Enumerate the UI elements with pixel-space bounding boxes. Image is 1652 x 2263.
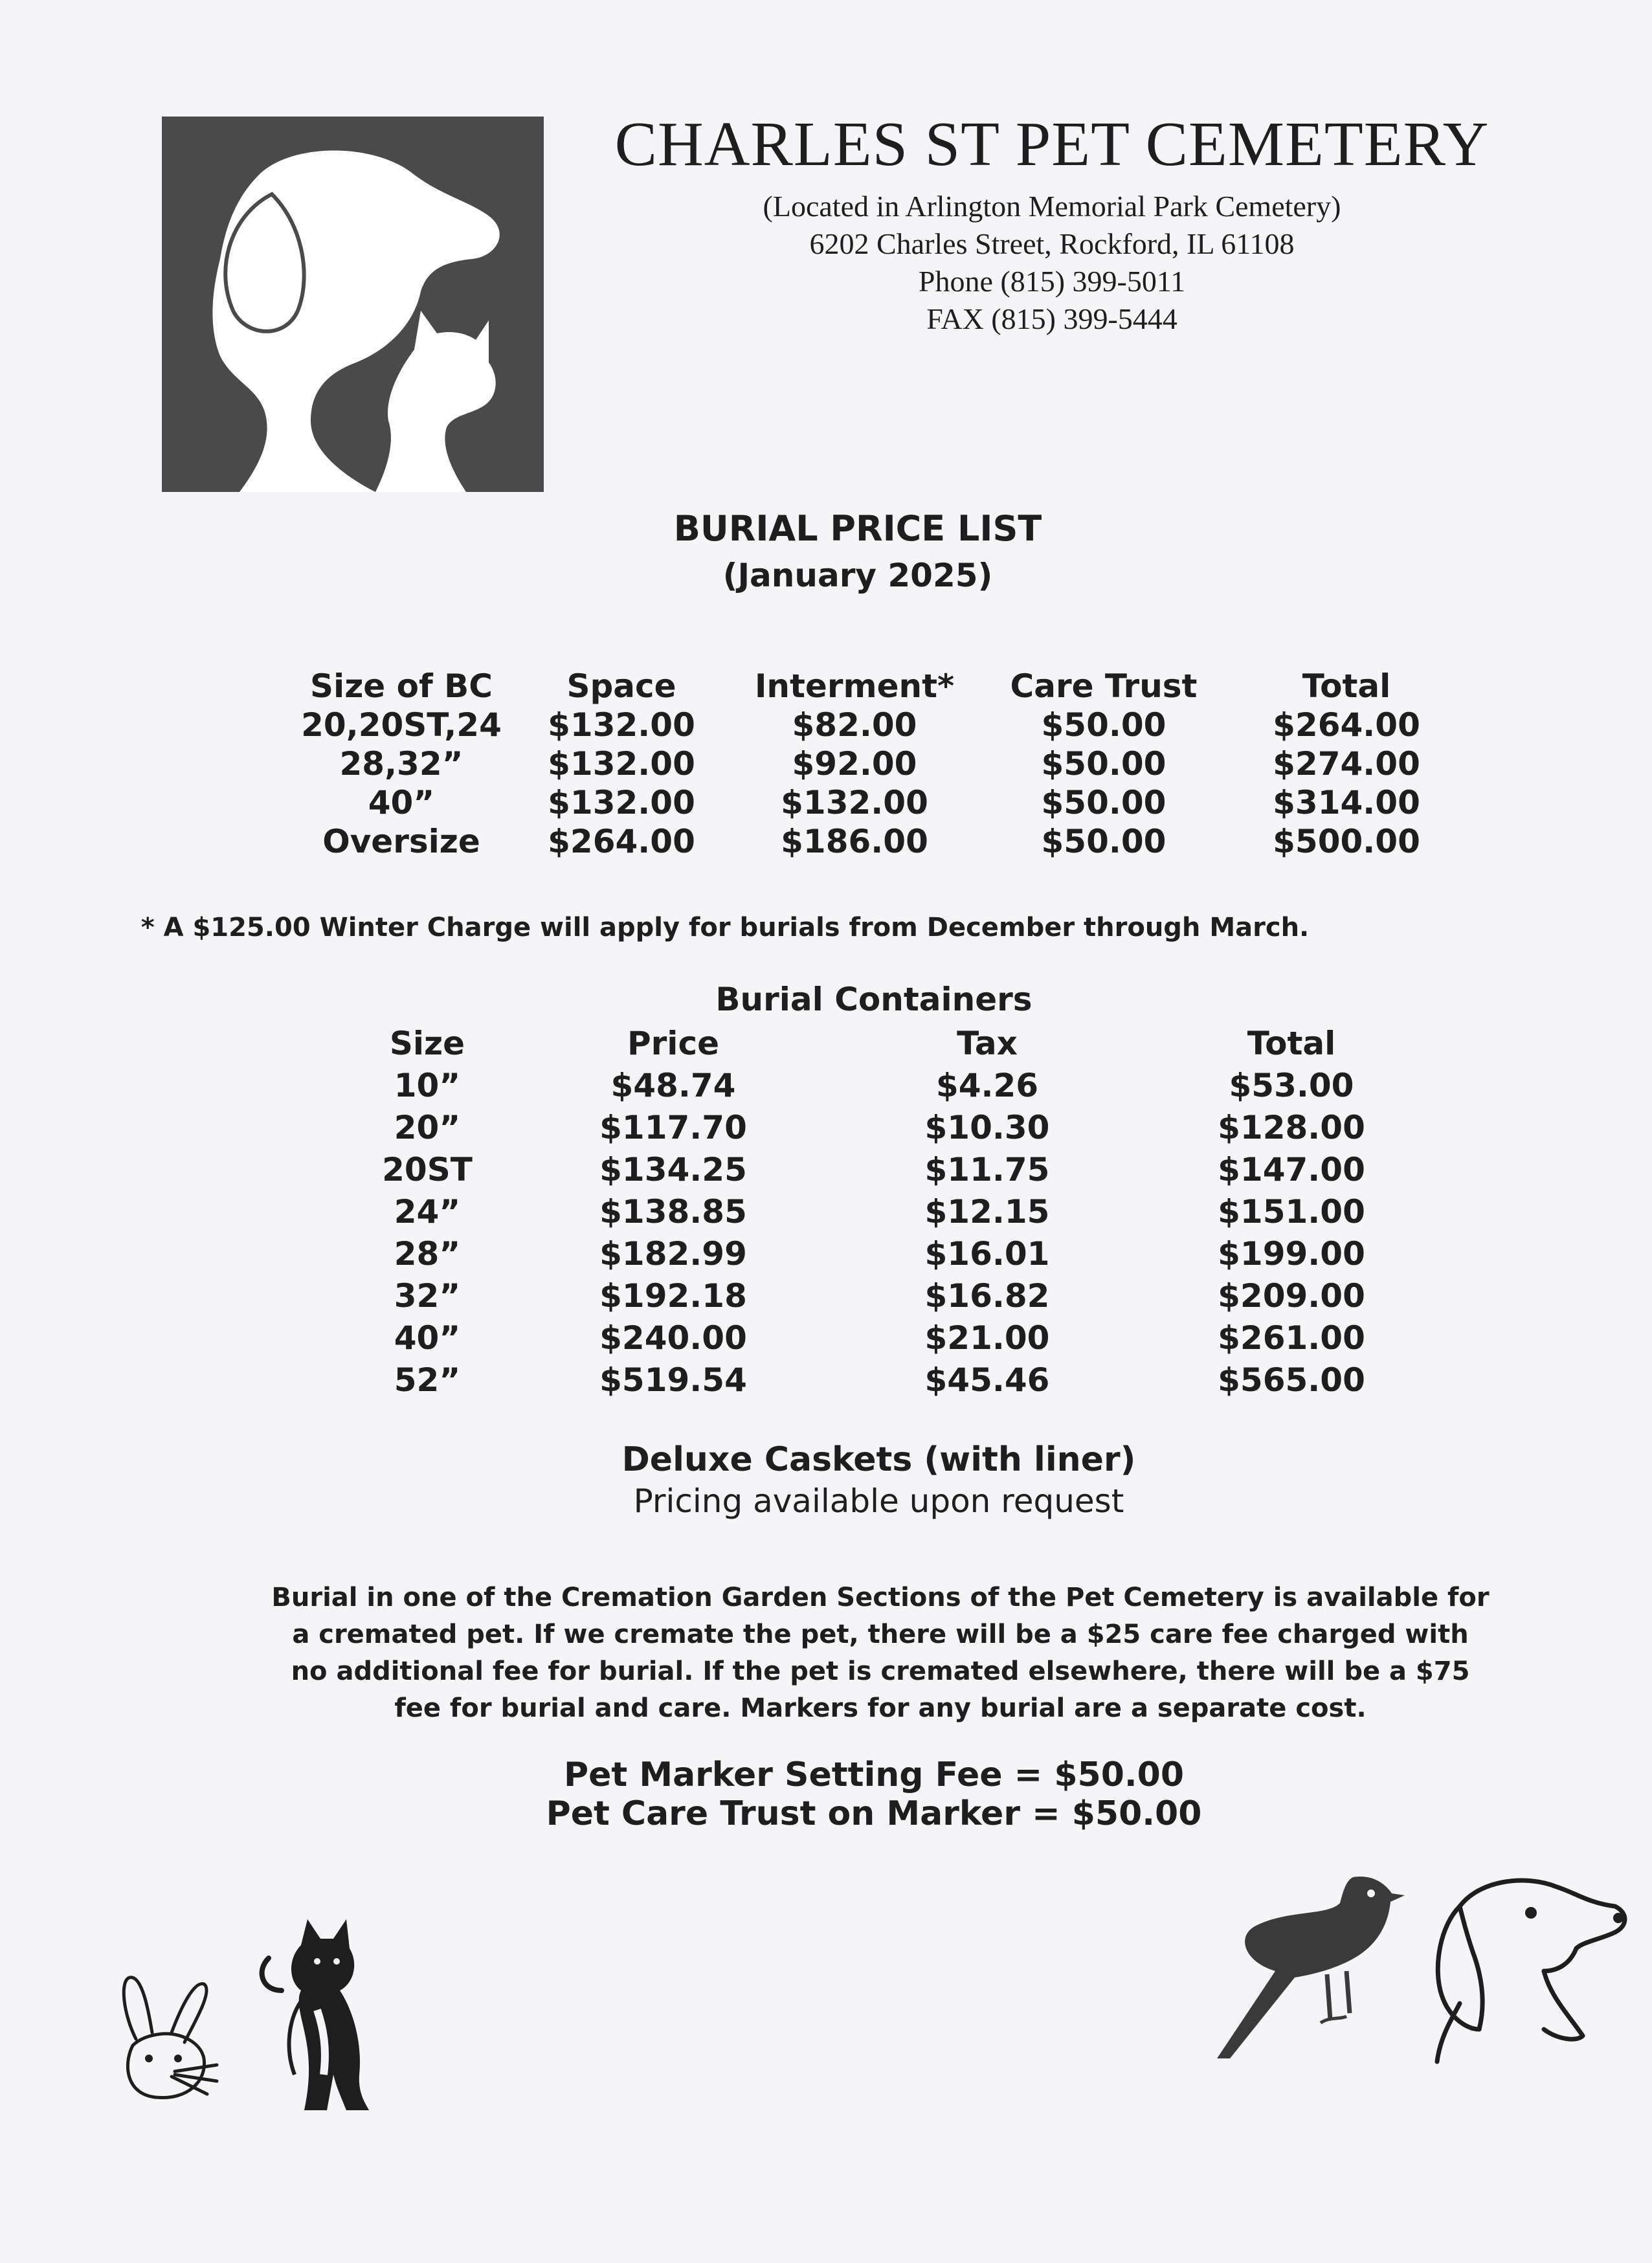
table-row — [350, 1233, 1450, 1275]
table-cell: $132.00 — [548, 706, 695, 744]
column-header: Size — [389, 1025, 465, 1062]
phone-text: Phone (815) 399-5011 — [918, 264, 1186, 298]
table-cell: 28” — [394, 1235, 461, 1273]
table-cell: $192.18 — [599, 1277, 747, 1315]
column-header: Interment* — [754, 667, 955, 705]
table-cell: 20ST — [382, 1151, 473, 1188]
column-header: Price — [627, 1025, 719, 1062]
table-row — [278, 706, 1476, 744]
table-cell: $11.75 — [924, 1151, 1050, 1188]
table-row — [350, 1275, 1450, 1317]
price-list-date: (January 2025) — [722, 557, 993, 594]
table-cell: 10” — [394, 1067, 461, 1104]
containers-title: Burial Containers — [715, 981, 1032, 1018]
table-row — [350, 1191, 1450, 1233]
table-cell: $132.00 — [781, 784, 928, 821]
bird-icon — [1217, 1864, 1405, 2065]
cemetery-header — [583, 110, 1521, 338]
table-cell: $182.99 — [599, 1235, 747, 1273]
table-cell: $50.00 — [1041, 784, 1166, 821]
column-header: Space — [566, 667, 676, 705]
table-cell: 24” — [394, 1193, 461, 1231]
table-cell: $92.00 — [792, 745, 917, 783]
price-list-title: BURIAL PRICE LIST — [673, 508, 1042, 549]
table-cell: 20” — [394, 1109, 461, 1146]
table-cell: $21.00 — [924, 1319, 1050, 1357]
table-cell: $48.74 — [610, 1067, 736, 1104]
table-cell: $132.00 — [548, 745, 695, 783]
table-cell: 20,20ST,24 — [301, 706, 502, 744]
address-text: 6202 Charles Street, Rockford, IL 61108 — [809, 227, 1295, 260]
cemetery-title: CHARLES ST PET CEMETERY — [614, 109, 1490, 179]
table-row — [350, 1107, 1450, 1149]
table-cell: $199.00 — [1218, 1235, 1365, 1273]
table-cell: $132.00 — [548, 784, 695, 821]
table-cell: $117.70 — [599, 1109, 747, 1146]
paragraph-line: no additional fee for burial. If the pet is cremated elsewhere, there will be a $75 — [291, 1656, 1470, 1686]
rabbit-icon — [110, 1968, 220, 2104]
cat-icon — [256, 1919, 385, 2113]
paragraph-line: a cremated pet. If we cremate the pet, there will be a $25 care fee charged with — [292, 1620, 1469, 1649]
table-cell: Oversize — [322, 823, 480, 860]
table-cell: $274.00 — [1273, 745, 1420, 783]
column-header: Tax — [957, 1025, 1018, 1062]
column-header: Total — [1302, 667, 1391, 705]
table-cell: $128.00 — [1218, 1109, 1365, 1146]
table-row — [278, 822, 1476, 861]
table-cell: $264.00 — [548, 823, 695, 860]
table-cell: $10.30 — [924, 1109, 1050, 1146]
table-cell: $147.00 — [1218, 1151, 1365, 1188]
table-cell: $4.26 — [935, 1067, 1039, 1104]
column-header: Total — [1247, 1025, 1336, 1062]
table-cell: $240.00 — [599, 1319, 747, 1357]
table-header-row — [350, 1023, 1450, 1065]
table-cell: 32” — [394, 1277, 461, 1315]
table-cell: $134.25 — [599, 1151, 747, 1188]
table-row — [350, 1317, 1450, 1359]
dog-cat-logo-icon — [162, 117, 544, 492]
deluxe-caskets-subtitle: Pricing available upon request — [633, 1482, 1124, 1520]
table-cell: $12.15 — [924, 1193, 1050, 1231]
table-cell: $50.00 — [1041, 706, 1166, 744]
table-cell: 28,32” — [339, 745, 463, 783]
table-cell: 52” — [394, 1361, 461, 1399]
table-row — [350, 1149, 1450, 1191]
table-cell: 40” — [368, 784, 435, 821]
table-row — [350, 1359, 1450, 1401]
table-cell: $261.00 — [1218, 1319, 1365, 1357]
table-cell: $138.85 — [599, 1193, 747, 1231]
table-cell: 40” — [394, 1319, 461, 1357]
table-row — [350, 1065, 1450, 1107]
burial-price-table — [278, 667, 1476, 861]
marker-setting-fee: Pet Marker Setting Fee = $50.00 — [563, 1756, 1184, 1794]
winter-charge-note: * A $125.00 Winter Charge will apply for burials from December through March. — [140, 913, 1310, 942]
table-row — [278, 783, 1476, 822]
paragraph-line: fee for burial and care. Markers for any burial are a separate cost. — [394, 1693, 1367, 1723]
paragraph-line: Burial in one of the Cremation Garden Sections of the Pet Cemetery is available for — [271, 1583, 1490, 1612]
marker-trust-fee: Pet Care Trust on Marker = $50.00 — [546, 1794, 1202, 1833]
deluxe-caskets-title: Deluxe Caskets (with liner) — [621, 1440, 1136, 1479]
table-cell: $151.00 — [1218, 1193, 1365, 1231]
table-cell: $53.00 — [1229, 1067, 1354, 1104]
column-header: Size of BC — [310, 667, 493, 705]
table-header-row — [278, 667, 1476, 706]
table-cell: $209.00 — [1218, 1277, 1365, 1315]
table-cell: $50.00 — [1041, 823, 1166, 860]
table-row — [278, 744, 1476, 783]
containers-table — [350, 1023, 1450, 1401]
table-cell: $500.00 — [1273, 823, 1420, 860]
table-cell: $186.00 — [781, 823, 928, 860]
table-cell: $264.00 — [1273, 706, 1420, 744]
location-text: (Located in Arlington Memorial Park Cemetery) — [763, 189, 1341, 223]
table-cell: $45.46 — [924, 1361, 1050, 1399]
table-cell: $314.00 — [1273, 784, 1420, 821]
table-cell: $16.82 — [924, 1277, 1050, 1315]
dog-icon — [1421, 1867, 1628, 2068]
table-cell: $82.00 — [792, 706, 917, 744]
fax-text: FAX (815) 399-5444 — [926, 302, 1178, 335]
table-cell: $565.00 — [1218, 1361, 1365, 1399]
table-cell: $519.54 — [599, 1361, 747, 1399]
cremation-paragraph — [246, 1579, 1515, 1727]
table-cell: $16.01 — [924, 1235, 1050, 1273]
table-cell: $50.00 — [1041, 745, 1166, 783]
column-header: Care Trust — [1010, 667, 1198, 705]
